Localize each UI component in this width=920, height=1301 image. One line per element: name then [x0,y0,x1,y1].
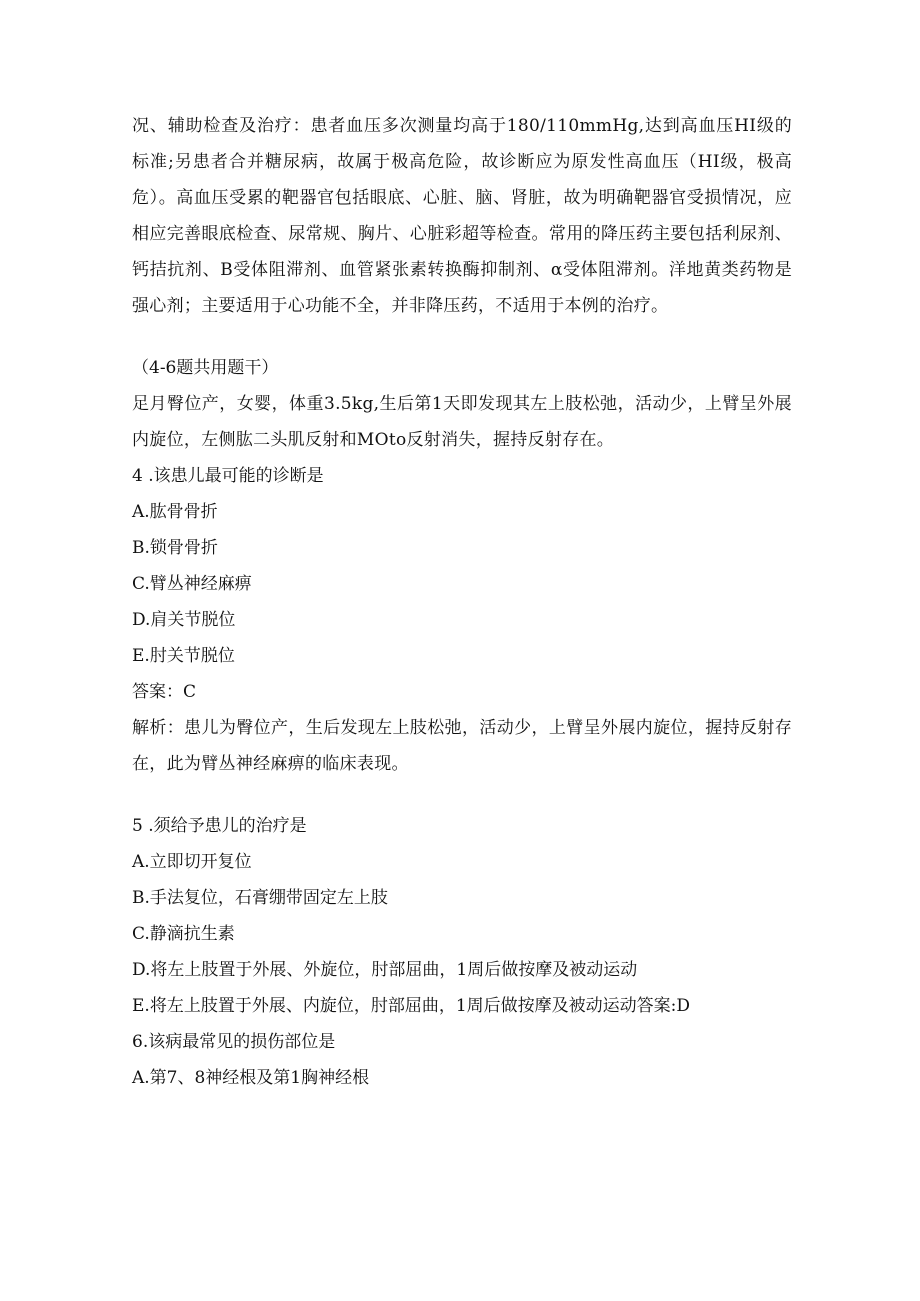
shared-stem-heading: （4-6题共用题干） [132,358,279,378]
question-5-option-c: C.静滴抗生素 [132,924,235,944]
spacer [132,782,792,808]
question-5-stem: 5 .须给予患儿的治疗是 [132,816,307,836]
shared-stem-text: 足月臀位产，女婴，体重3.5kg,生后第1天即发现其左上肢松弛，活动少，上臂呈外展内旋位，左侧肱二头肌反射和MOto反射消失，握持反射存在。 [132,394,792,450]
question-4-stem: 4 .该患儿最可能的诊断是 [132,466,324,486]
question-5-option-d: D.将左上肢置于外展、外旋位，肘部屈曲，1周后做按摩及被动运动 [132,960,638,980]
question-4-analysis: 解析：患儿为臀位产，生后发现左上肢松弛，活动少，上臂呈外展内旋位，握持反射存在，此为臂丛神经麻痹的临床表现。 [132,718,792,774]
question-4-option-b: B.锁骨骨折 [132,538,218,558]
question-6-stem: 6.该病最常见的损伤部位是 [132,1032,336,1052]
question-6-option-a: A.第7、8神经根及第1胸神经根 [132,1068,370,1088]
question-5-option-b: B.手法复位，石膏绷带固定左上肢 [132,888,388,908]
question-4-option-c: C.臂丛神经麻痹 [132,574,252,594]
question-4-option-a: A.肱骨骨折 [132,502,218,522]
question-4-answer: 答案：C [132,682,197,702]
question-5-option-a: A.立即切开复位 [132,852,252,872]
previous-explanation-continued: 况、辅助检查及治疗：患者血压多次测量均高于180/110mmHg,达到高血压HI级的标准;另患者合并糖尿病，故属于极高危险，故诊断应为原发性高血压（HI级，极高危）。高血压受累的靶器官包括眼底、心脏、脑、肾脏，故为明确靶器官受损情况，应相应完善眼底检查、尿常规、胸片、心脏彩超等检查。常用的降压药主要包括利尿剂、钙拮抗剂、B受体阻滞剂、血管紧张素转换酶抑制剂、α受体阻滞剂。洋地黄类药物是强心剂；主要适用于心功能不全，并非降压药，不适用于本例的治疗。 [132,116,792,316]
question-4-option-e: E.肘关节脱位 [132,646,235,666]
question-4-option-d: D.肩关节脱位 [132,610,236,630]
spacer [132,324,792,350]
document-body [132,108,792,1096]
question-5-option-e: E.将左上肢置于外展、内旋位，肘部屈曲，1周后做按摩及被动运动答案:D [132,996,690,1016]
